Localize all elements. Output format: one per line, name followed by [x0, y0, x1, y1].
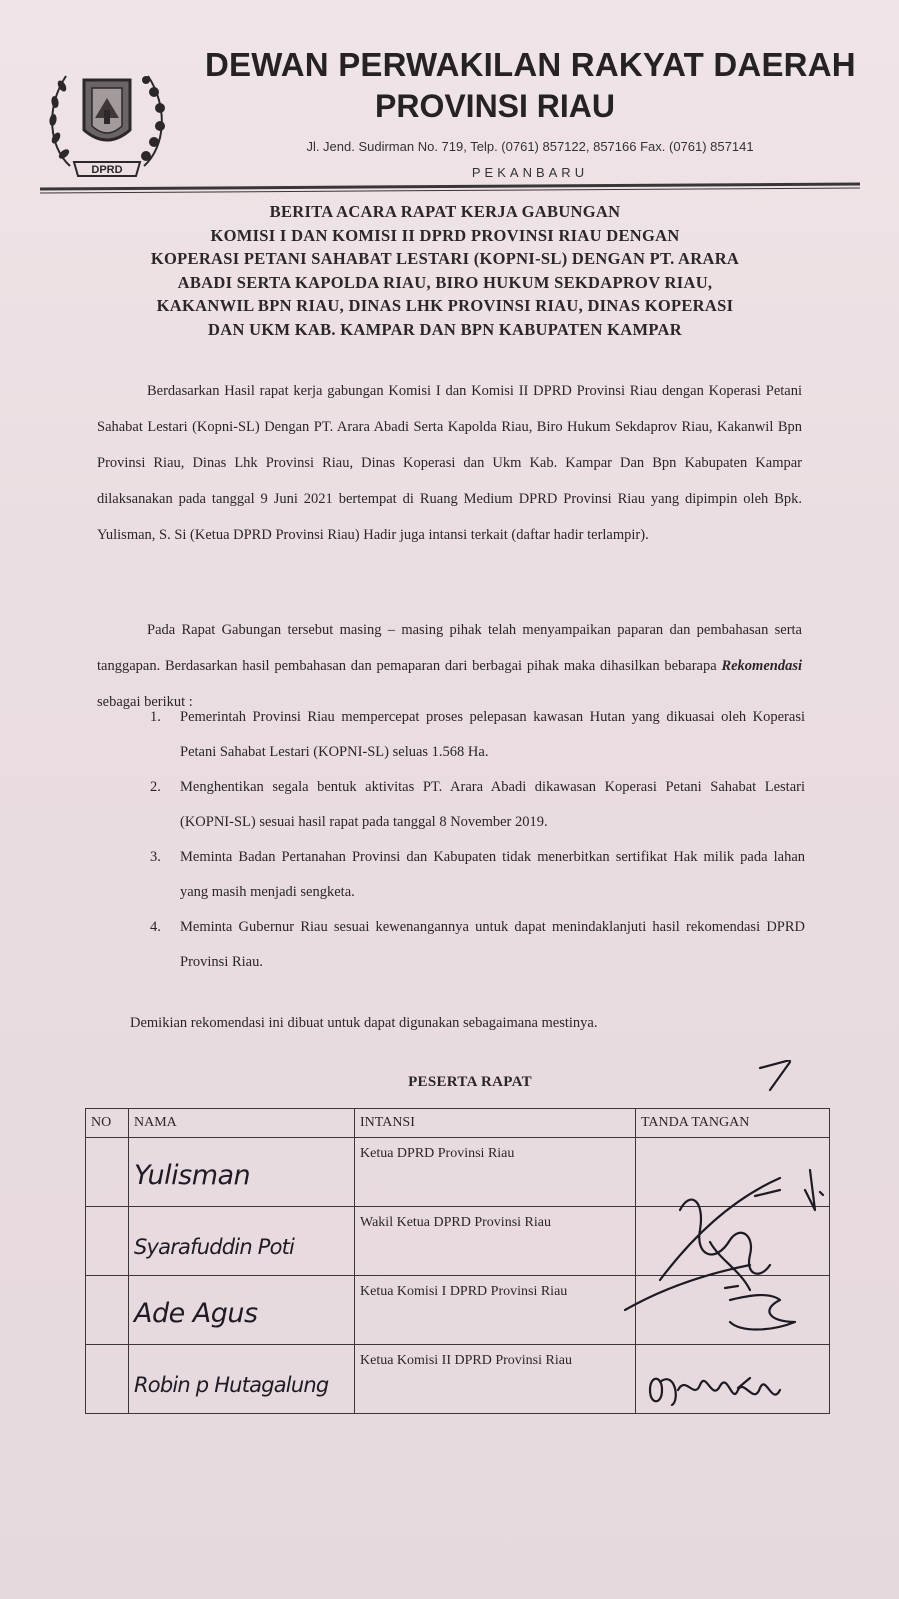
recommendation-item: [140, 910, 805, 980]
recommendation-item: [140, 770, 805, 840]
intansi-text: Wakil Ketua DPRD Provinsi Riau: [360, 1215, 551, 1230]
header-intansi: INTANSI: [355, 1109, 636, 1138]
cell-intansi: [355, 1138, 636, 1207]
intansi-text: Ketua Komisi I DPRD Provinsi Riau: [360, 1284, 568, 1299]
handwritten-name: Ade Agus: [134, 1298, 258, 1329]
cell-no: [86, 1138, 129, 1207]
recommendation-text: Meminta Badan Pertanahan Provinsi dan Kabupaten tidak menerbitkan sertifikat Hak milik pada lahan yang masih menjadi sengketa.: [180, 849, 805, 900]
cell-intansi: [355, 1207, 636, 1276]
cell-no: [86, 1276, 129, 1345]
participants-title: PESERTA RAPAT: [408, 1074, 532, 1090]
recommendation-text: Meminta Gubernur Riau sesuai kewenangannya untuk dapat menindaklanjuti hasil rekomendasi DPRD Provinsi Riau.: [180, 919, 805, 970]
handwritten-name: Yulisman: [134, 1160, 251, 1191]
cell-intansi: [355, 1345, 636, 1414]
cell-nama: [129, 1345, 355, 1414]
title-line: ABADI SERTA KAPOLDA RIAU, BIRO HUKUM SEKDAPROV RIAU,: [177, 272, 713, 292]
recommendation-number: 4.: [150, 919, 161, 935]
paragraph-intro: Berdasarkan Hasil rapat kerja gabungan Komisi I dan Komisi II DPRD Provinsi Riau dengan Koperasi Petani Sahabat Lestari (Kopni-SL) Dengan PT. Arara Abadi Serta Kapolda Riau, Biro Hukum Sekdaprov Riau, Kakanwil Bpn Provinsi Riau, Dinas Lhk Provinsi Riau, Dinas Koperasi dan Ukm Kab. Kampar Dan Bpn Kabupaten Kampar dilaksanakan pada tanggal 9 Juni 2021 bertempat di Ruang Medium DPRD Provinsi Riau yang dipimpin oleh Bpk. Yulisman, S. Si (Ketua DPRD Provinsi Riau) Hadir juga intansi terkait (daftar hadir terlampir).: [97, 383, 802, 543]
table-row: [86, 1276, 830, 1345]
recommendations-list: [140, 700, 805, 980]
handwritten-name: Robin p Hutagalung: [134, 1373, 329, 1397]
header-tanda-tangan: TANDA TANGAN: [636, 1109, 830, 1138]
handwritten-name: Syarafuddin Poti: [134, 1235, 295, 1259]
org-city: PEKANBARU: [471, 165, 589, 180]
recommendation-item: [140, 700, 805, 770]
title-line: BERITA ACARA RAPAT KERJA GABUNGAN: [269, 202, 621, 221]
recommendation-emphasis: Rekomendasi: [721, 658, 802, 674]
participants-table: [85, 1108, 830, 1414]
signature-mark-top: [760, 1060, 790, 1090]
title-line: KOPERASI PETANI SAHABAT LESTARI (KOPNI-SL) DENGAN PT. ARARA: [150, 249, 740, 268]
cell-signature: [636, 1276, 830, 1345]
table-header-row: [86, 1109, 830, 1138]
logo-text: DPRD: [91, 164, 123, 176]
org-name-line1: DEWAN PERWAKILAN RAKYAT DAERAH: [205, 46, 856, 83]
paragraph-results-start: Pada Rapat Gabungan tersebut masing – masing pihak telah menyampaikan paparan dan pembahasan serta tanggapan. Berdasarkan hasil pembahasan dan pemaparan dari berbagai pihak maka dihasilkan bebarapa: [97, 622, 802, 674]
document-title: [95, 200, 795, 341]
cell-signature: [636, 1345, 830, 1414]
title-line: KAKANWIL BPN RIAU, DINAS LHK PROVINSI RIAU, DINAS KOPERASI: [156, 296, 734, 315]
cell-nama: [129, 1207, 355, 1276]
title-line: KOMISI I DAN KOMISI II DPRD PROVINSI RIAU DENGAN: [210, 225, 680, 245]
header-nama: NAMA: [129, 1109, 355, 1138]
cell-signature: [636, 1138, 830, 1207]
table-row: [86, 1207, 830, 1276]
org-name-line2: PROVINSI RIAU: [374, 88, 616, 124]
dprd-emblem-logo: [42, 58, 172, 188]
recommendation-number: 1.: [150, 709, 161, 725]
table-row: [86, 1138, 830, 1207]
cell-signature: [636, 1207, 830, 1276]
cell-nama: [129, 1138, 355, 1207]
intansi-text: Ketua DPRD Provinsi Riau: [360, 1146, 515, 1161]
cell-nama: [129, 1276, 355, 1345]
org-address: Jl. Jend. Sudirman No. 719, Telp. (0761) 857122, 857166 Fax. (0761) 857141: [306, 139, 754, 154]
intansi-text: Ketua Komisi II DPRD Provinsi Riau: [360, 1353, 572, 1368]
recommendation-text: Menghentikan segala bentuk aktivitas PT. Arara Abadi dikawasan Koperasi Petani Sahabat Lestari (KOPNI-SL) sesuai hasil rapat pada tanggal 8 November 2019.: [180, 779, 805, 830]
title-line: DAN UKM KAB. KAMPAR DAN BPN KABUPATEN KAMPAR: [208, 319, 682, 339]
cell-no: [86, 1345, 129, 1414]
recommendation-item: [140, 840, 805, 910]
recommendation-number: 3.: [150, 849, 161, 865]
header-no: NO: [86, 1109, 129, 1138]
paragraph-results-end: sebagai berikut :: [97, 694, 193, 710]
table-row: [86, 1345, 830, 1414]
recommendation-text: Pemerintah Provinsi Riau mempercepat proses pelepasan kawasan Hutan yang dikuasai oleh Koperasi Petani Sahabat Lestari (KOPNI-SL) seluas 1.568 Ha.: [180, 709, 805, 760]
closing-statement: Demikian rekomendasi ini dibuat untuk dapat digunakan sebagaimana mestinya.: [130, 1015, 598, 1031]
cell-no: [86, 1207, 129, 1276]
recommendation-number: 2.: [150, 779, 161, 795]
cell-intansi: [355, 1276, 636, 1345]
